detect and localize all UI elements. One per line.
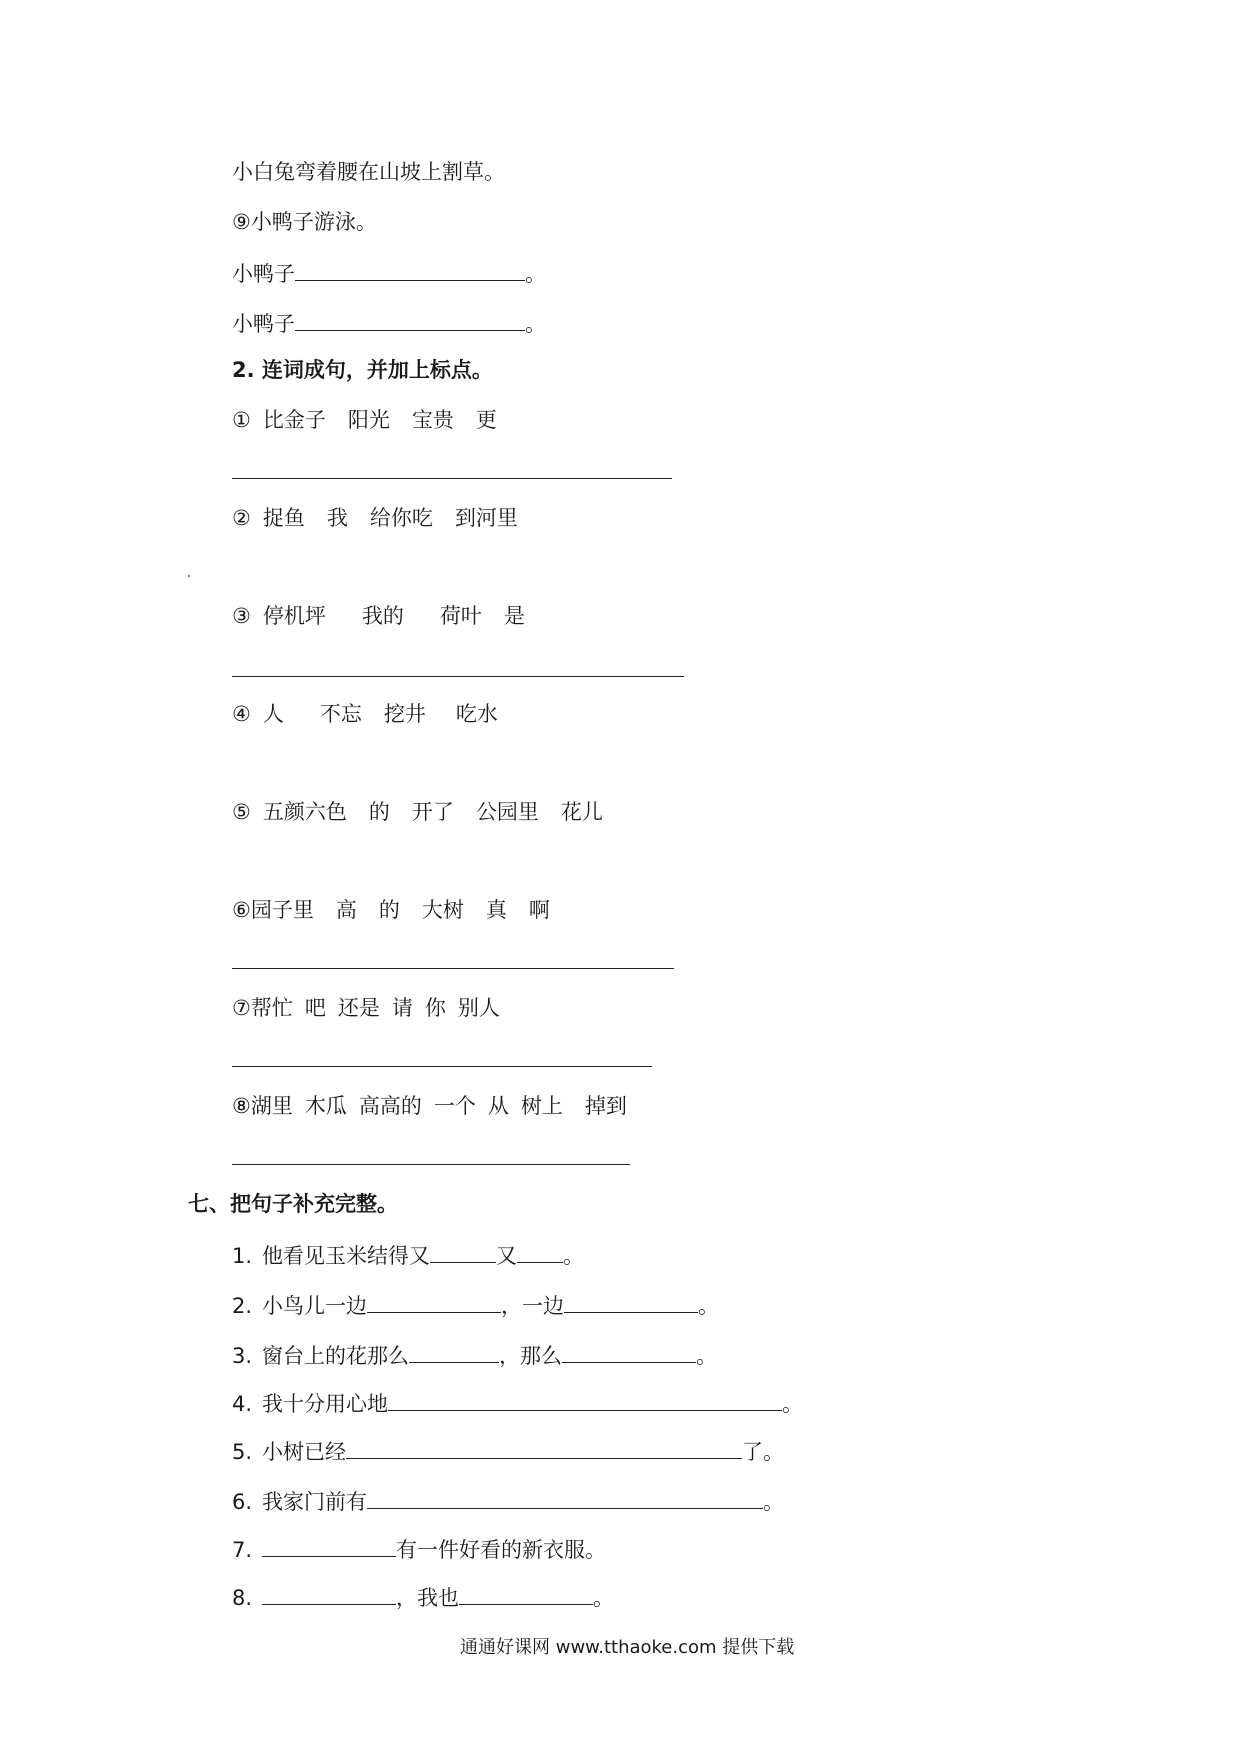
word: 的 [378, 898, 400, 922]
word: 停机坪 [262, 604, 326, 628]
item-number: 5. [232, 1440, 253, 1464]
item-number: 1. [232, 1244, 253, 1268]
word: 木瓜 [304, 1094, 347, 1118]
fill-blank[interactable] [367, 1486, 763, 1509]
word: 五颜六色 [262, 800, 347, 824]
word-order-item-7 [232, 994, 500, 1022]
fill-blank[interactable] [388, 1388, 782, 1411]
fill-suffix: 。 [525, 262, 546, 286]
fill-blank[interactable] [367, 1290, 501, 1313]
fill-line-duck-1 [232, 258, 546, 288]
word: 湖里 [250, 1094, 293, 1118]
word: 比金子 [262, 408, 326, 432]
fill-line-duck-2 [232, 308, 546, 338]
word: 开了 [411, 800, 454, 824]
word-order-item-8 [232, 1092, 627, 1120]
complete-item-1 [232, 1240, 584, 1270]
word: 我 [326, 506, 348, 530]
sentence-part: 。 [696, 1344, 718, 1368]
word: 从 [487, 1094, 509, 1118]
item-number: 2. [232, 1294, 253, 1318]
word: 啊 [528, 898, 550, 922]
word: 一个 [433, 1094, 476, 1118]
sentence-part: 我家门前有 [262, 1490, 368, 1514]
item-number: ③ [232, 604, 251, 628]
fill-blank[interactable] [346, 1436, 742, 1459]
word: 你 [424, 996, 446, 1020]
item-number: 3. [232, 1344, 253, 1368]
sentence-part: 。 [763, 1490, 785, 1514]
word: 吧 [304, 996, 326, 1020]
sentence-part: 小树已经 [262, 1440, 347, 1464]
word: 掉到 [584, 1094, 627, 1118]
word: 公园里 [475, 800, 539, 824]
fill-blank[interactable] [430, 1240, 496, 1263]
footer-credit: 通通好课网 www.tthaoke.com 提供下载 [460, 1637, 795, 1658]
word: 花儿 [560, 800, 603, 824]
word: 园子里 [250, 898, 314, 922]
answer-line-8[interactable] [232, 1164, 630, 1165]
sentence-part: ，我也 [396, 1586, 460, 1610]
sentence-rabbit: 小白兔弯着腰在山坡上割草。 [232, 160, 505, 184]
answer-line-6[interactable] [232, 968, 674, 969]
scan-speck [188, 575, 190, 577]
fill-suffix: 。 [525, 312, 546, 336]
word: 大树 [421, 898, 464, 922]
answer-line-3[interactable] [232, 676, 684, 677]
word: 给你吃 [369, 506, 433, 530]
sentence-part: 小鸟儿一边 [262, 1294, 368, 1318]
word: 吃水 [455, 702, 498, 726]
sentence-part: ，一边 [501, 1294, 565, 1318]
word: 高 [335, 898, 357, 922]
sentence-part: 。 [563, 1244, 585, 1268]
complete-item-2 [232, 1290, 719, 1320]
sentence-part: 他看见玉米结得又 [262, 1244, 431, 1268]
complete-item-5 [232, 1436, 784, 1466]
word-order-item-5 [232, 798, 603, 826]
complete-item-8 [232, 1582, 614, 1612]
item-number: 4. [232, 1392, 253, 1416]
word: 是 [503, 604, 525, 628]
sentence-part: ，那么 [499, 1344, 563, 1368]
sentence-part: 。 [698, 1294, 720, 1318]
sentence-part: 。 [593, 1586, 615, 1610]
word: 荷叶 [439, 604, 482, 628]
sentence-part: 我十分用心地 [262, 1392, 389, 1416]
word: 请 [391, 996, 413, 1020]
fill-blank[interactable] [295, 308, 525, 331]
word: 宝贵 [411, 408, 454, 432]
item-number: ⑧ [232, 1094, 251, 1118]
sentence-part: 有一件好看的新衣服。 [396, 1538, 607, 1562]
word: 树上 [520, 1094, 563, 1118]
word: 的 [368, 800, 390, 824]
item-number: 7. [232, 1538, 253, 1562]
item-number: ④ [232, 702, 251, 726]
sentence-part: 了。 [742, 1440, 785, 1464]
word-order-item-3 [232, 602, 525, 630]
item-number: ⑦ [232, 996, 251, 1020]
word: 还是 [337, 996, 380, 1020]
fill-prefix: 小鸭子 [232, 312, 295, 336]
complete-item-4 [232, 1388, 803, 1418]
item-number: 8. [232, 1586, 253, 1610]
fill-blank[interactable] [459, 1582, 593, 1605]
fill-blank[interactable] [562, 1340, 696, 1363]
sentence-part: 。 [782, 1392, 804, 1416]
answer-line-1[interactable] [232, 478, 672, 479]
sentence-item-9: ⑨小鸭子游泳。 [232, 210, 377, 234]
word: 人 [262, 702, 284, 726]
section-7-heading: 七、把句子补充完整。 [188, 1192, 398, 1216]
fill-blank[interactable] [262, 1534, 396, 1557]
fill-blank[interactable] [295, 258, 525, 281]
complete-item-7 [232, 1534, 606, 1564]
answer-line-7[interactable] [232, 1066, 652, 1067]
word-order-item-4 [232, 700, 498, 728]
sentence-part: 窗台上的花那么 [262, 1344, 410, 1368]
item-number: 6. [232, 1490, 253, 1514]
item-number: ① [232, 408, 251, 432]
word: 更 [475, 408, 497, 432]
word: 到河里 [454, 506, 518, 530]
item-number: ⑤ [232, 800, 251, 824]
sentence-part: 又 [496, 1244, 518, 1268]
word: 高高的 [358, 1094, 422, 1118]
word: 我的 [361, 604, 404, 628]
word: 挖井 [383, 702, 426, 726]
word-order-item-6 [232, 896, 550, 924]
word: 帮忙 [250, 996, 293, 1020]
item-number: ⑥ [232, 898, 251, 922]
item-number: ② [232, 506, 251, 530]
fill-blank[interactable] [262, 1582, 396, 1605]
word: 别人 [457, 996, 500, 1020]
fill-blank[interactable] [564, 1290, 698, 1313]
fill-blank[interactable] [517, 1240, 563, 1263]
word: 阳光 [347, 408, 390, 432]
complete-item-3 [232, 1340, 717, 1370]
word: 真 [485, 898, 507, 922]
word: 捉鱼 [262, 506, 305, 530]
fill-blank[interactable] [409, 1340, 499, 1363]
complete-item-6 [232, 1486, 784, 1516]
word-order-item-1 [232, 406, 497, 434]
fill-prefix: 小鸭子 [232, 262, 295, 286]
word-order-item-2 [232, 504, 518, 532]
section-2-heading: 2. 连词成句，并加上标点。 [232, 358, 493, 382]
word: 不忘 [319, 702, 362, 726]
